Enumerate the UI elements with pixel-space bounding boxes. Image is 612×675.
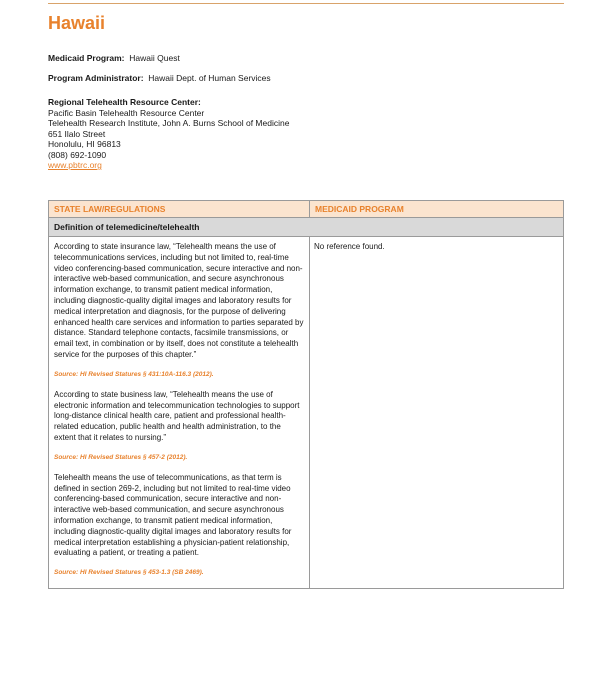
program-administrator-value: Hawaii Dept. of Human Services [148,73,271,83]
page-title: Hawaii [48,13,106,33]
law-paragraph: According to state business law, “Telehealth means the use of electronic information and telecommunication technologies to support long-distance clinical health care, patient and professional health-related education, public health and health administration, to the extent that it relates to nursing.” [54,389,300,442]
medicaid-cell [310,237,564,589]
table-header-row [49,201,564,218]
section-row [49,218,564,237]
medicaid-program-value: Hawaii Quest [129,53,180,63]
rtrc-website-link[interactable]: www.pbtrc.org [48,160,102,170]
top-rule [48,3,564,4]
rtrc-line: Honolulu, HI 96813 [48,139,121,149]
medicaid-program-field [48,53,180,63]
law-source: Source: HI Revised Statures § 457-2 (2012). [54,453,188,461]
rtrc-line: 651 Ilalo Street [48,128,106,139]
law-paragraph: According to state insurance law, “Telehealth means the use of telecommunications services, including but not limited to, real-time video conferencing-based communication, secure interactive and non-interactive web-based communication, and secure asynchronous information exchange, to transmit patient medical information, including diagnostic-quality digital images and laboratory results for medical interpretation and diagnosis, for the purpose of delivering enhanced health care services and information to parties separated by distance. Standard telephone contacts, facsimile transmissions, or email text, in combination or by itself, does not constitute a telehealth service for the purposes of this chapter.” [54,242,304,359]
policy-table [48,200,564,589]
rtrc-line: Pacific Basin Telehealth Resource Center [48,107,205,118]
medicaid-text: No reference found. [314,242,385,251]
law-paragraph: Telehealth means the use of telecommunications, as that term is defined in section 269-2, including but not limited to real-time video conferencing-based communication, secure interactive and non-interactive web-based communication, and secure asynchronous information exchange, to transmit patient medical information, including diagnostic-quality digital images and laboratory results for medical interpretation establishing a physician-patient relationship, evaluating a patient, or treating a patient. [54,472,292,558]
table-row [49,237,564,589]
state-law-cell [49,237,310,589]
law-source: Source: HI Revised Statures § 431:10A-116.3 (2012). [54,370,214,378]
state-law-column-header: STATE LAW/REGULATIONS [49,201,310,218]
law-source: Source: HI Revised Statures § 453-1.3 (SB 2469). [54,569,204,577]
rtrc-line: (808) 692-1090 [48,149,107,160]
program-administrator-field [48,73,271,83]
section-heading: Definition of telemedicine/telehealth [49,218,564,237]
rtrc-label: Regional Telehealth Resource Center: [48,97,201,107]
medicaid-program-label: Medicaid Program: [48,53,125,63]
rtrc-line: Telehealth Research Institute, John A. Burns School of Medicine [48,118,290,128]
program-administrator-label: Program Administrator: [48,73,144,83]
telehealth-resource-center [48,97,289,171]
medicaid-column-header: MEDICAID PROGRAM [310,201,564,218]
